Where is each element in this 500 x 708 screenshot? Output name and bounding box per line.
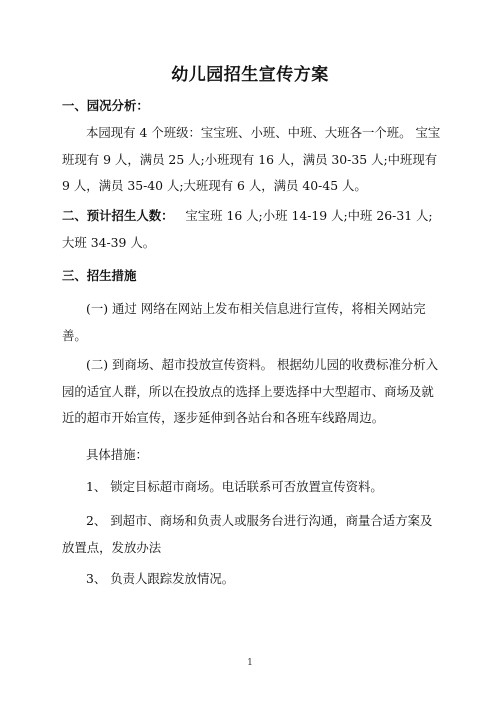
section-enrollment-estimate bbox=[62, 203, 442, 256]
specific-measure-1: 1、 锁定目标超市商场。电话联系可否放置宣传资料。 bbox=[86, 479, 383, 494]
specific-measures-label: 具体措施： bbox=[86, 447, 148, 462]
measure-item-online: (一) 通过 网络在网站上发布相关信息进行宣传，将相关网站完善。 bbox=[62, 301, 426, 343]
specific-measure-3: 3、 负责人跟踪发放情况。 bbox=[86, 571, 235, 586]
page-number: 1 bbox=[247, 658, 253, 668]
specific-measure-2: 2、 到超市、商场和负责人或服务台进行沟通，商量合适方案及放置点，发放办法 bbox=[62, 513, 433, 555]
section-heading-enrollment: 二、预计招生人数： bbox=[62, 208, 174, 223]
section-body-enrollment: 宝宝班 16 人;小班 14-19 人;中班 26-31 人;大班 34-39 人。 bbox=[62, 208, 433, 250]
document-title: 幼儿园招生宣传方案 bbox=[171, 65, 329, 85]
measure-item-supermarket: (二) 到商场、超市投放宣传资料。 根据幼儿园的收费标准分析入园的适宜人群，所以在投放点的选择上要选择中大型超市、商场及就近的超市开始宣传，逐步延伸到各站台和各班车线路周边。 bbox=[62, 357, 439, 425]
section-body-situation: 本园现有 4 个班级：宝宝班、小班、中班、大班各一个班。 宝宝班现有 9 人，满员 25 人;小班现有 16 人，满员 30-35 人;中班现有 9 人，满员 35-40 人;大班现有 6 人，满员 40-45 人。 bbox=[62, 125, 441, 193]
section-heading-measures: 三、招生措施 bbox=[62, 268, 137, 283]
section-heading-situation: 一、园况分析： bbox=[62, 98, 149, 113]
